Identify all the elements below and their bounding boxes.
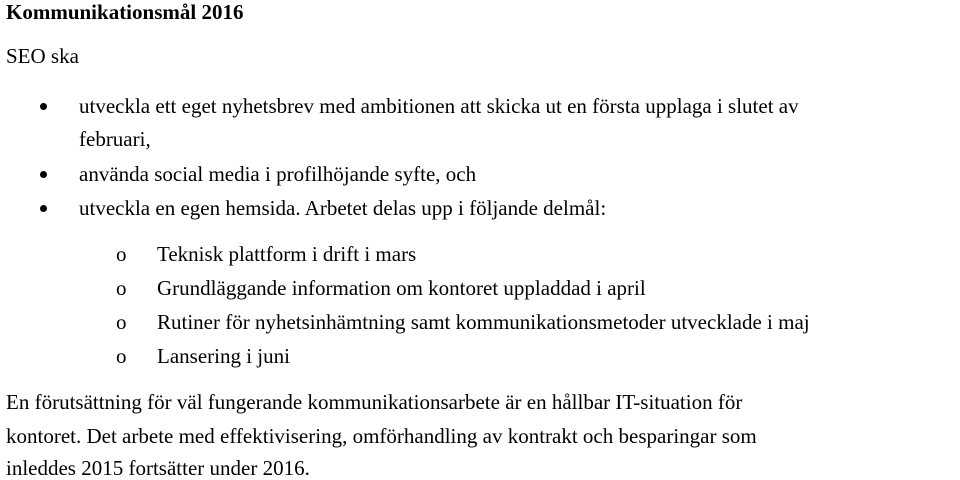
bullet-dot-icon [40, 205, 47, 212]
list-item-text: utveckla en egen hemsida. Arbetet delas upp i följande delmål: [79, 196, 607, 220]
list-item-text: utveckla ett eget nyhetsbrev med ambitionen att skicka ut en första upplaga i slutet av [79, 94, 799, 118]
sub-list-item-text: Teknisk plattform i drift i mars [157, 242, 417, 266]
list-item-text: använda social media i profilhöjande syfte, och [79, 162, 477, 186]
sub-list-item-text: Grundläggande information om kontoret uppladdad i april [157, 276, 646, 300]
circle-marker-icon: o [116, 310, 127, 334]
circle-marker-icon: o [116, 276, 127, 300]
paragraph-line: kontoret. Det arbete med effektivisering, omförhandling av kontrakt och besparingar som [6, 424, 757, 448]
section-intro: SEO ska [6, 44, 79, 68]
list-item-text-continued: februari, [79, 127, 151, 151]
bullet-dot-icon [40, 103, 47, 110]
circle-marker-icon: o [116, 242, 127, 266]
sub-list-item-text: Lansering i juni [157, 344, 290, 368]
bullet-dot-icon [40, 171, 47, 178]
paragraph-line: inleddes 2015 fortsätter under 2016. [6, 456, 310, 480]
page-title: Kommunikationsmål 2016 [6, 0, 244, 24]
sub-list-item-text: Rutiner för nyhetsinhämtning samt kommunikationsmetoder utvecklade i maj [157, 310, 810, 334]
circle-marker-icon: o [116, 344, 127, 368]
paragraph-line: En förutsättning för väl fungerande kommunikationsarbete är en hållbar IT-situation för [6, 390, 743, 414]
